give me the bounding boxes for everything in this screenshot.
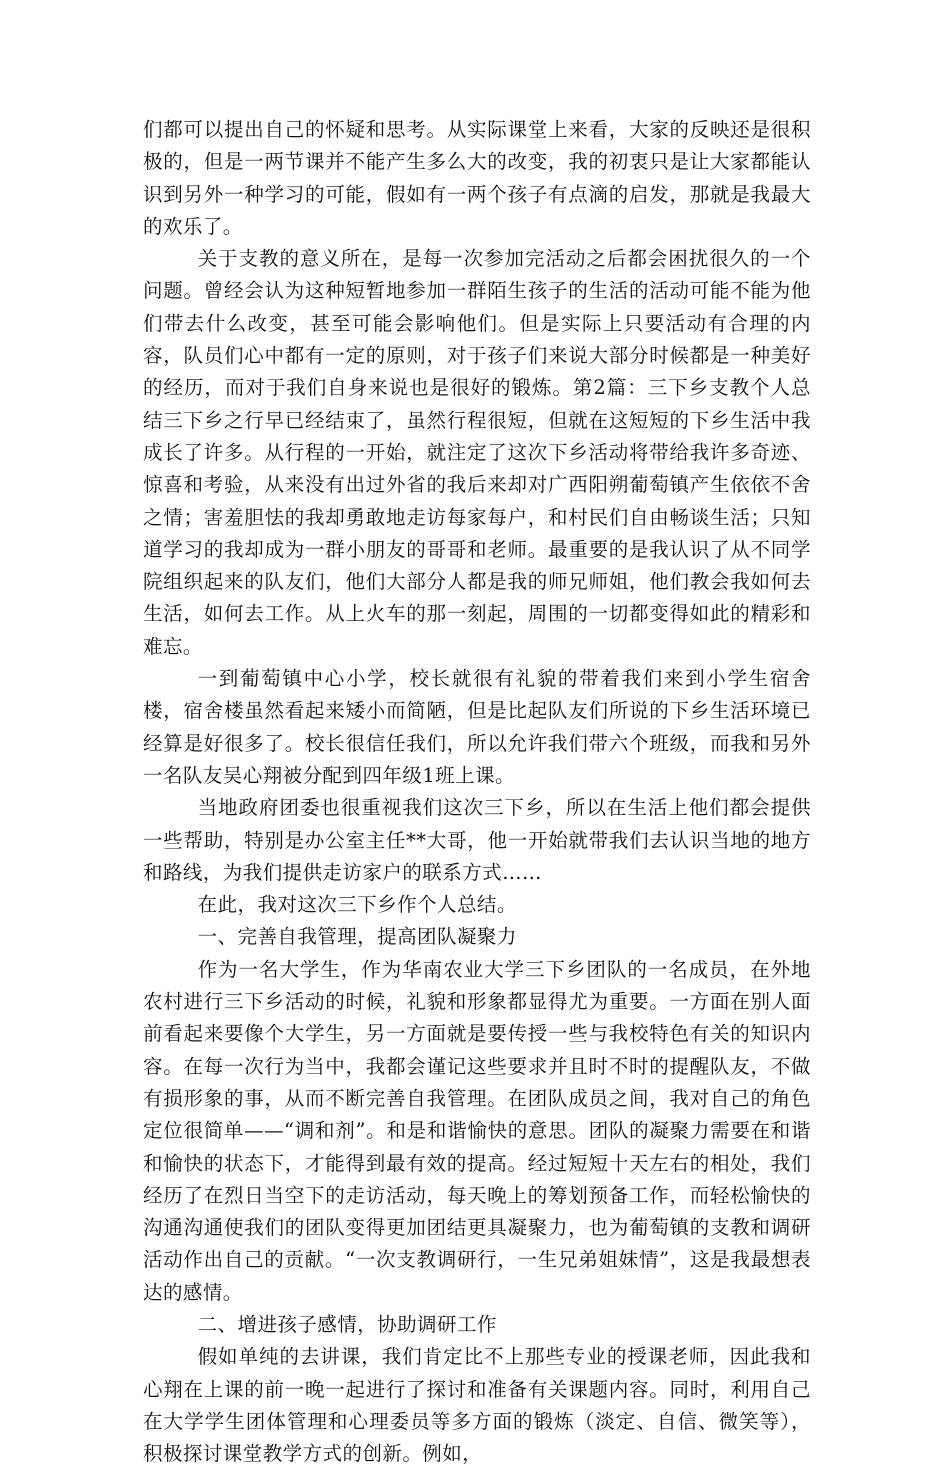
paragraph: 一到葡萄镇中心小学，校长就很有礼貌的带着我们来到小学生宿舍楼，宿舍楼虽然看起来矮小而简陋，但是比起队友们所说的下乡生活环境已经算是好很多了。校长很信任我们，所以允许我们带六个班级，而我和另外一名队友吴心翔被分配到四年级1班上课。 xyxy=(143,667,811,787)
paragraph: 在此，我对这次三下乡作个人总结。 xyxy=(197,893,517,917)
paragraph: 作为一名大学生，作为华南农业大学三下乡团队的一名成员，在外地农村进行三下乡活动的时候，礼貌和形象都显得尤为重要。一方面在别人面前看起来要像个大学生，另一方面就是要传授一些与我校特色有关的知识内容。在每一次行为当中，我都会谨记这些要求并且时不时的提醒队友，不做有损形象的事，从而不断完善自我管理。在团队成员之间，我对自己的角色定位很简单——“调和剂”。和是和谐愉快的意思。团队的凝聚力需要在和谐和愉快的状态下，才能得到最有效的提高。经过短短十天左右的相处，我们经历了在烈日当空下的走访活动，每天晚上的筹划预备工作，而轻松愉快的沟通沟通使我们的团队变得更加团结更具凝聚力，也为葡萄镇的支教和调研活动作出自己的贡献。“一次支教调研行，一生兄弟姐妹情”，这是我最想表达的感情。 xyxy=(143,957,811,1304)
paragraph: 假如单纯的去讲课，我们肯定比不上那些专业的授课老师，因此我和心翔在上课的前一晚一起进行了探讨和准备有关课题内容。同时，利用自己在大学学生团体管理和心理委员等多方面的锻炼（淡定、自信、微笑等），积极探讨课堂教学方式的创新。例如， xyxy=(143,1345,811,1466)
paragraph: 们都可以提出自己的怀疑和思考。从实际课堂上来看，大家的反映还是很积极的，但是一两节课并不能产生多么大的改变，我的初衷只是让大家都能认识到另外一种学习的可能，假如有一两个孩子有点滴的启发，那就是我最大的欢乐了。 xyxy=(143,118,811,238)
body-text xyxy=(143,114,811,1470)
paragraph: 当地政府团委也很重视我们这次三下乡，所以在生活上他们都会提供一些帮助，特别是办公室主任**大哥，他一开始就带我们去认识当地的地方和路线，为我们提供走访家户的联系方式…… xyxy=(143,796,811,884)
section-heading: 二、增进孩子感情，协助调研工作 xyxy=(197,1312,497,1336)
paragraph: 关于支教的意义所在，是每一次参加完活动之后都会困扰很久的一个问题。曾经会认为这种短暂地参加一群陌生孩子的生活的活动可能不能为他们带去什么改变，甚至可能会影响他们。但是实际上只要活动有合理的内容，队员们心中都有一定的原则，对于孩子们来说大部分时候都是一种美好的经历，而对于我们自身来说也是很好的锻炼。第2篇：三下乡支教个人总结三下乡之行早已经结束了，虽然行程很短，但就在这短短的下乡生活中我成长了许多。从行程的一开始，就注定了这次下乡活动将带给我许多奇迹、惊喜和考验，从来没有出过外省的我后来却对广西阳朔葡萄镇产生依依不舍之情；害羞胆怯的我却勇敢地走访每家每户，和村民们自由畅谈生活；只知道学习的我却成为一群小朋友的哥哥和老师。最重要的是我认识了从不同学院组织起来的队友们，他们大部分人都是我的师兄师姐，他们教会我如何去生活，如何去工作。从上火车的那一刻起，周围的一切都变得如此的精彩和难忘。 xyxy=(143,247,811,658)
section-heading: 一、完善自我管理，提高团队凝聚力 xyxy=(197,925,517,949)
